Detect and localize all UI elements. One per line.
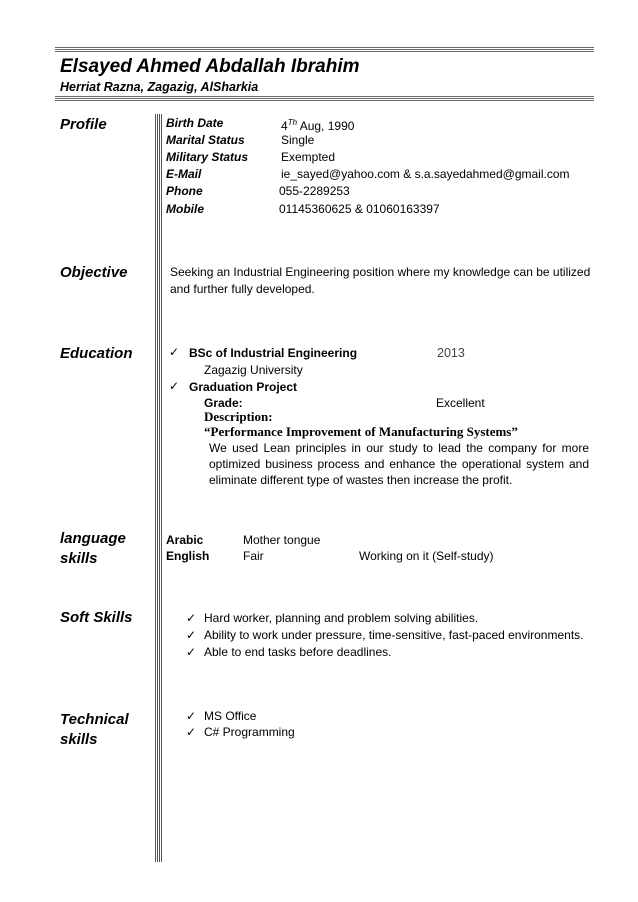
checkmark-icon: ✓ (186, 611, 197, 625)
section-title-education: Education (60, 345, 133, 362)
language-english-level: Fair (243, 549, 264, 563)
birth-date-value: 4Th Aug, 1990 (281, 118, 355, 133)
top-rule (55, 47, 594, 53)
project-title: “Performance Improvement of Manufacturing Systems” (204, 424, 518, 439)
candidate-name: Elsayed Ahmed Abdallah Ibrahim (60, 56, 360, 77)
technical-skill-item: C# Programming (204, 725, 295, 739)
header-bottom-rule (55, 96, 594, 102)
mobile-label: Mobile (166, 202, 204, 216)
grade-label: Grade: (204, 396, 243, 410)
checkmark-icon: ✓ (169, 379, 180, 393)
candidate-address: Herriat Razna, Zagazig, AlSharkia (60, 80, 259, 94)
email-value: ie_sayed@yahoo.com & s.a.sayedahmed@gmail.com (281, 167, 570, 181)
marital-status-label: Marital Status (166, 133, 245, 147)
graduation-year: 2013 (437, 346, 465, 360)
section-title-language: language (60, 530, 126, 547)
language-english: English (166, 549, 210, 563)
section-title-profile: Profile (60, 116, 107, 133)
checkmark-icon: ✓ (169, 345, 180, 359)
description-line-3: eliminate different type of wastes then increase the profit. (209, 473, 513, 487)
section-title-soft-skills: Soft Skills (60, 609, 133, 626)
phone-value: 055-2289253 (279, 184, 350, 198)
checkmark-icon: ✓ (186, 725, 197, 739)
marital-status-value: Single (281, 133, 315, 147)
military-status-value: Exempted (281, 150, 336, 164)
language-arabic: Arabic (166, 533, 204, 547)
section-title-technical-2: skills (60, 731, 98, 748)
military-status-label: Military Status (166, 150, 249, 164)
objective-line-2: and further fully developed. (170, 282, 315, 296)
technical-skill-item: MS Office (204, 709, 257, 723)
soft-skill-item: Able to end tasks before deadlines. (204, 645, 392, 659)
grade-value: Excellent (436, 396, 485, 410)
checkmark-icon: ✓ (186, 628, 197, 642)
checkmark-icon: ✓ (186, 709, 197, 723)
soft-skill-item: Hard worker, planning and problem solving abilities. (204, 611, 479, 625)
university-name: Zagazig University (204, 363, 303, 377)
objective-line-1: Seeking an Industrial Engineering position where my knowledge can be utilized (170, 265, 591, 279)
soft-skill-item: Ability to work under pressure, time-sensitive, fast-paced environments. (204, 628, 584, 642)
section-title-technical: Technical (60, 711, 129, 728)
language-arabic-level: Mother tongue (243, 533, 321, 547)
description-label: Description: (204, 409, 273, 424)
degree-title: BSc of Industrial Engineering (189, 346, 358, 360)
language-english-note: Working on it (Self-study) (359, 549, 494, 563)
checkmark-icon: ✓ (186, 645, 197, 659)
phone-label: Phone (166, 184, 203, 198)
description-line-2: optimized business process and enhance the operational system and (209, 457, 589, 471)
birth-date-label: Birth Date (166, 116, 224, 130)
email-label: E-Mail (166, 167, 202, 181)
section-title-language-2: skills (60, 550, 98, 567)
description-line-1: We used Lean principles in our study to lead the company for more (209, 441, 589, 455)
graduation-project-label: Graduation Project (189, 380, 298, 394)
column-divider (155, 114, 156, 862)
section-title-objective: Objective (60, 264, 128, 281)
mobile-value: 01145360625 & 01060163397 (279, 202, 440, 216)
